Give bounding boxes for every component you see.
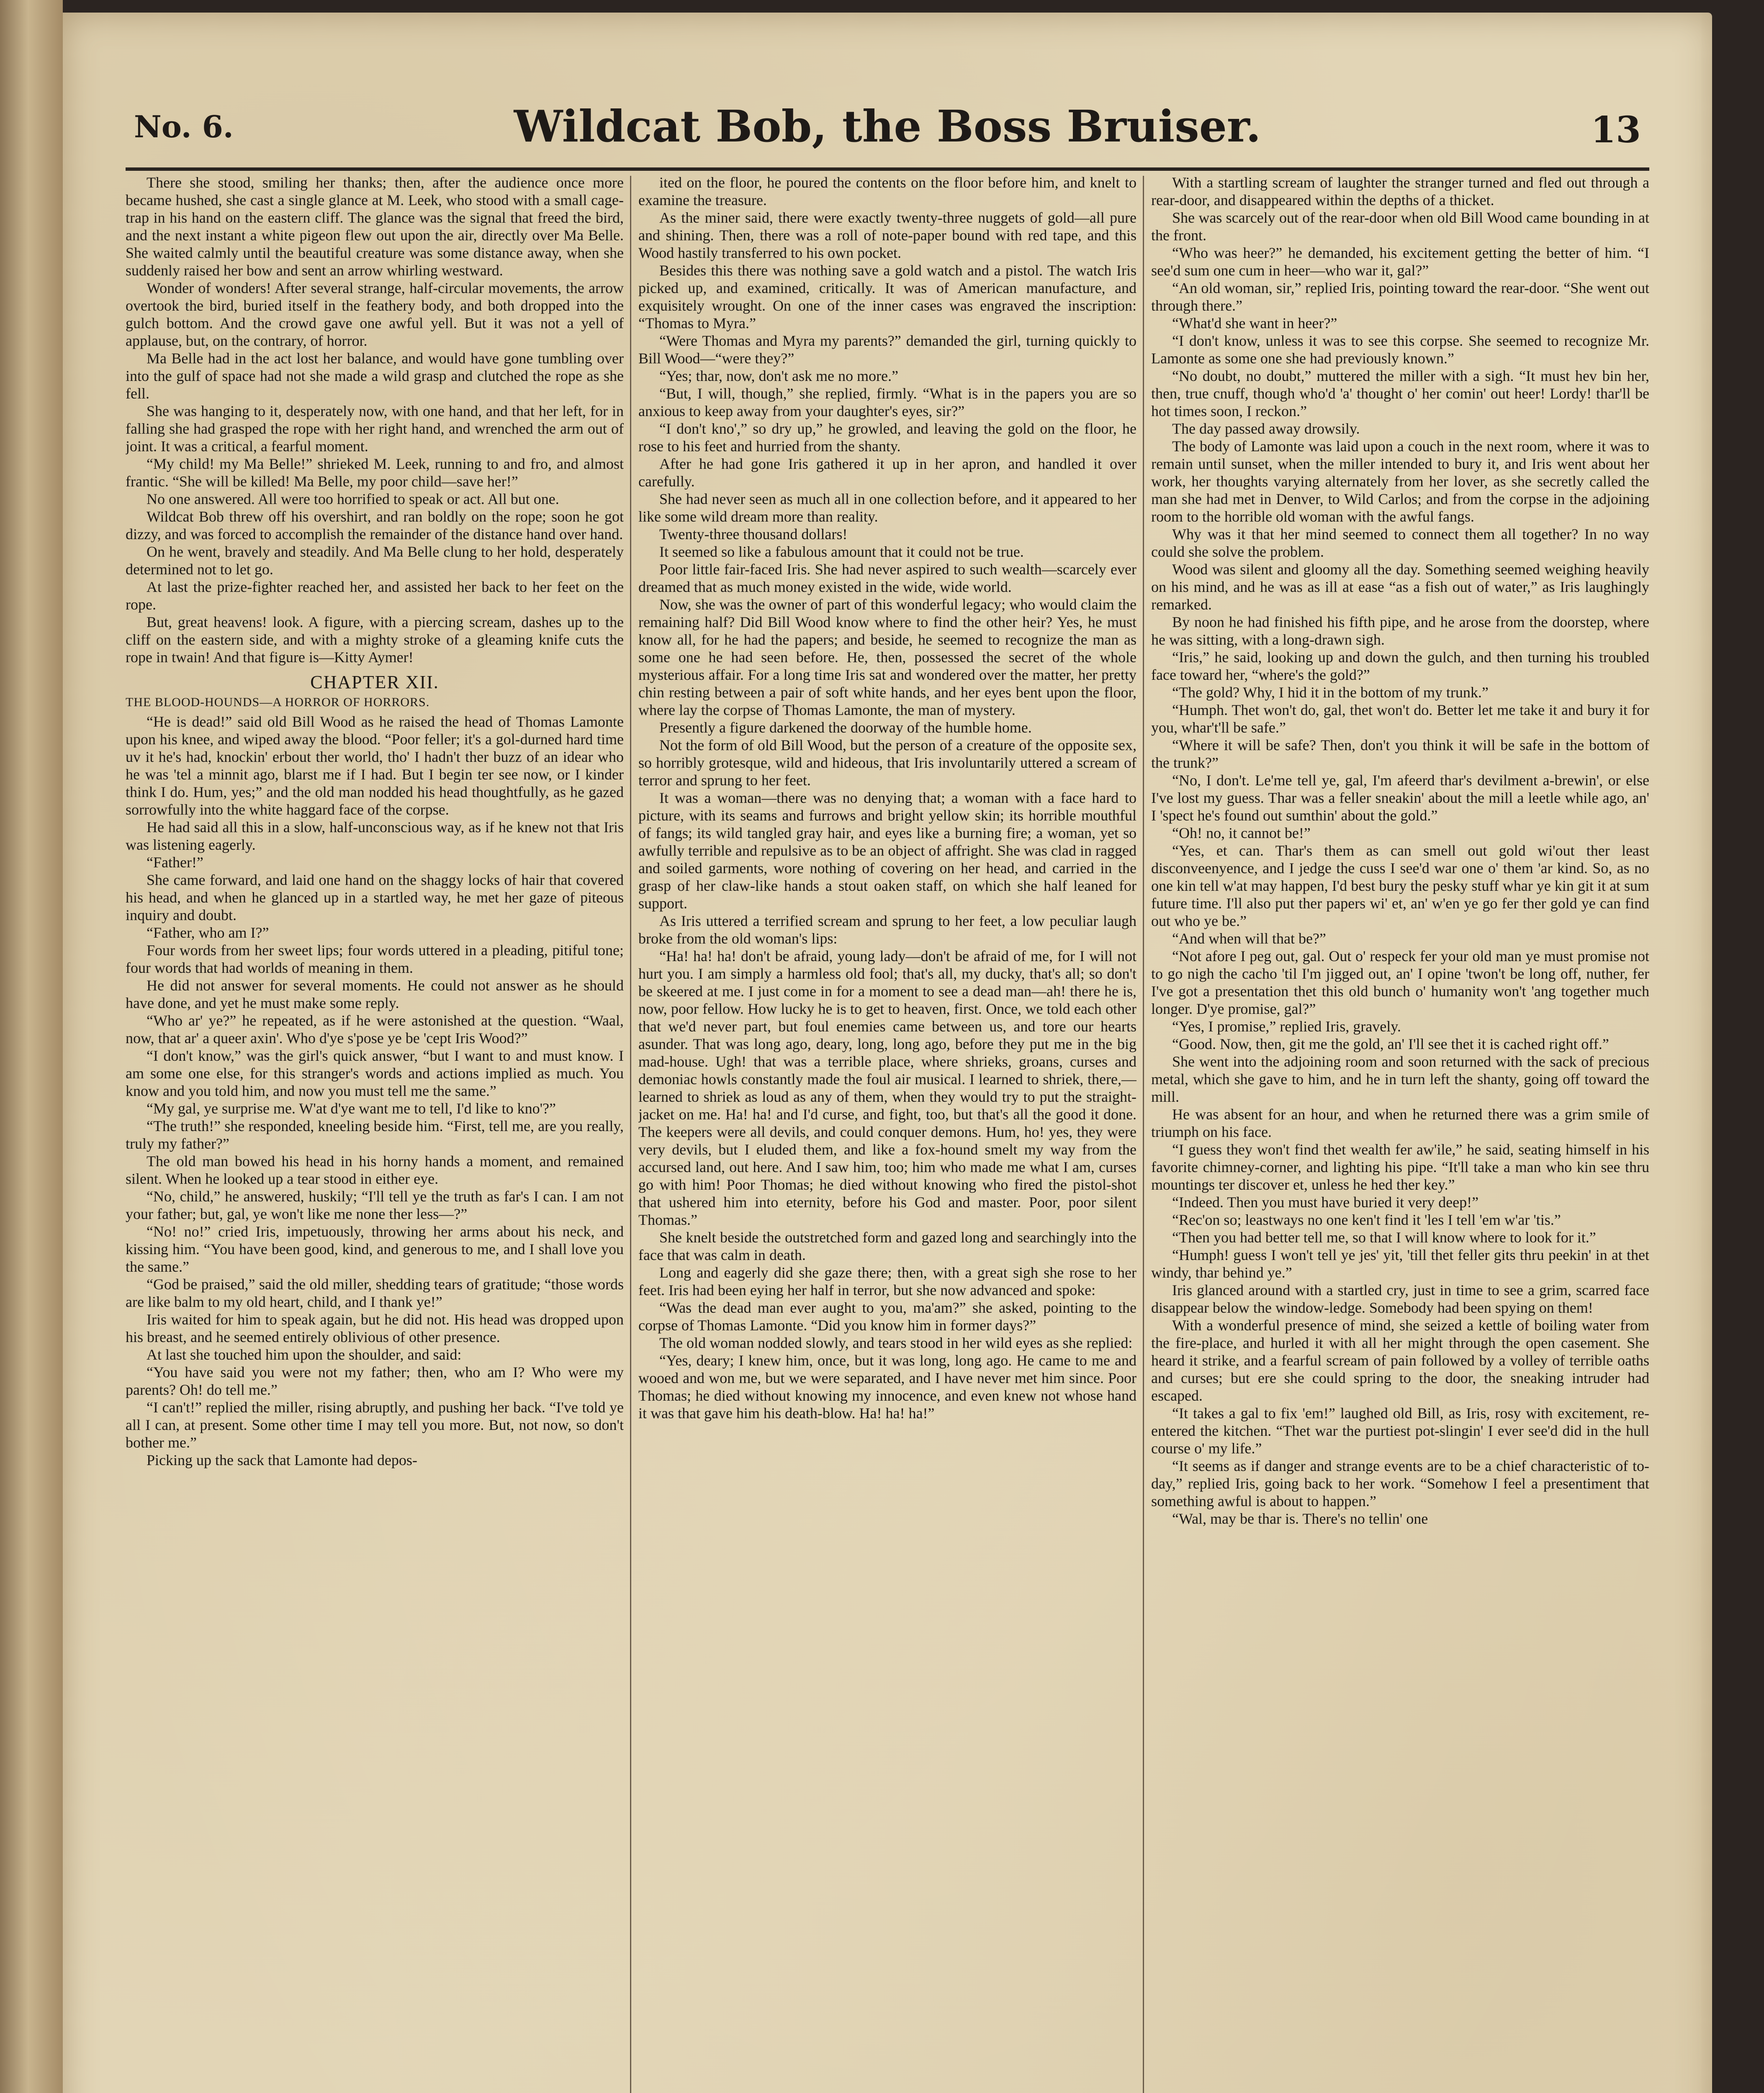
paragraph: The body of Lamonte was laid upon a couch in the next room, where it was to remain until sunset, when the miller intended to bury it, and Iris went about her work, her thoughts varying alternately from her lover, as she secretly called the man she had met in Denver, to Wild Carlos; and from the corpse in the adjoining room to the horrible old woman with the awful fangs. — [1151, 438, 1649, 525]
paragraph: “I can't!” replied the miller, rising abruptly, and pushing her back. “I've told ye all I can, at present. Some other time I may tell you more. But, not now, so don't bother me.” — [126, 1399, 624, 1451]
paragraph: “Father!” — [147, 854, 203, 871]
paragraph: As the miner said, there were exactly twenty-three nuggets of gold—all pure and shining. Then, there was a roll of note-paper bound with red tape, and this Wood hastily transferred to his own pocket. — [638, 209, 1137, 261]
page-header — [126, 92, 1649, 171]
paragraph: He had said all this in a slow, half-unconscious way, as if he knew not that Iris was listening eagerly. — [126, 819, 624, 853]
paragraph: “Good. Now, then, git me the gold, an' I'll see thet it is cached right off.” — [1172, 1036, 1609, 1052]
page-number: 13 — [1591, 109, 1641, 151]
paragraph: “The truth!” she responded, kneeling beside him. “First, tell me, are you really, truly my father?” — [126, 1118, 624, 1152]
paragraph: “No, I don't. Le'me tell ye, gal, I'm afeerd thar's devilment a-brewin', or else I've lost my guess. Thar was a feller sneakin' about the mill a leetle while ago, an' I 'spect he's found out sumthin' about the gold.” — [1151, 772, 1649, 824]
paragraph: “Yes, deary; I knew him, once, but it was long, long ago. He came to me and wooed and won me, but we were separated, and I have never met him since. Poor Thomas; he died without knowing my innocence, and even knew not whose hand it was that gave him his death-blow. Ha! ha! ha!” — [638, 1352, 1137, 1422]
paragraph: Ma Belle had in the act lost her balance, and would have gone tumbling over into the gulf of space had not she made a wild grasp and clutched the rope as she fell. — [126, 350, 624, 402]
paragraph: “I don't know, unless it was to see this corpse. She seemed to recognize Mr. Lamonte as some one she had previously known.” — [1151, 332, 1649, 367]
paragraph: The old man bowed his head in his horny hands a moment, and remained silent. When he looked up a tear stood in either eye. — [126, 1153, 624, 1187]
paragraph: By noon he had finished his fifth pipe, and he arose from the doorstep, where he was sitting, with a long-drawn sigh. — [1151, 614, 1649, 648]
text-column-3 — [1151, 174, 1649, 2093]
paragraph: “Who ar' ye?” he repeated, as if he were astonished at the question. “Waal, now, that ar' a queer axin'. Who d'ye s'pose ye be 'cept Iris Wood?” — [126, 1012, 624, 1046]
paragraph: Long and eagerly did she gaze there; then, with a great sigh she rose to her feet. Iris had been eying her half in terror, but she now advanced and spoke: — [638, 1264, 1137, 1298]
paragraph: As Iris uttered a terrified scream and sprung to her feet, a low peculiar laugh broke from the old woman's lips: — [638, 913, 1137, 947]
paragraph: The old woman nodded slowly, and tears stood in her wild eyes as she replied: — [659, 1334, 1133, 1351]
paragraph: Not the form of old Bill Wood, but the person of a creature of the opposite sex, so horribly grotesque, wild and hideous, that Iris involuntarily uttered a scream of terror and sprung to her feet. — [638, 737, 1137, 789]
paragraph: Wildcat Bob threw off his overshirt, and ran boldly on the rope; soon he got dizzy, and was forced to accomplish the remainder of the distance hand over hand. — [126, 508, 624, 543]
paragraph: “No doubt, no doubt,” muttered the miller with a sigh. “It must hev bin her, then, true cnuff, though who'd 'a' thought o' her comin' out heer! Lordy! thar'll be hot times soon, I reckon.” — [1151, 368, 1649, 419]
paragraph: “Then you had better tell me, so that I will know where to look for it.” — [1172, 1229, 1596, 1246]
paragraph: “Was the dead man ever aught to you, ma'am?” she asked, pointing to the corpse of Thomas Lamonte. “Did you know him in former days?” — [638, 1299, 1137, 1334]
chapter-subtitle: THE BLOOD-HOUNDS—A HORROR OF HORRORS. — [126, 695, 430, 709]
paragraph: “And when will that be?” — [1172, 930, 1326, 947]
paragraph: She had never seen as much all in one collection before, and it appeared to her like some wild dream more than reality. — [638, 491, 1137, 525]
paragraph: Wood was silent and gloomy all the day. Something seemed weighing heavily on his mind, and he was as ill at ease “as a fish out of water,” as Iris laughingly remarked. — [1151, 561, 1649, 613]
paragraph: On he went, bravely and steadily. And Ma Belle clung to her hold, desperately determined not to let go. — [126, 543, 624, 578]
paragraph: “Humph! guess I won't tell ye jes' yit, 'till thet feller gits thru peekin' in at thet windy, thar behind ye.” — [1151, 1247, 1649, 1281]
paragraph: “You have said you were not my father; then, who am I? Who were my parents? Oh! do tell me.” — [126, 1364, 624, 1398]
paragraph: “My child! my Ma Belle!” shrieked M. Leek, running to and fro, and almost frantic. “She will be killed! Ma Belle, my poor child—save her!” — [126, 455, 624, 490]
paragraph: He did not answer for several moments. He could not answer as he should have done, and yet he must make some reply. — [126, 977, 624, 1011]
paragraph: “He is dead!” said old Bill Wood as he raised the head of Thomas Lamonte upon his knee, and wiped away the blood. “Poor feller; it's a gol-durned hard time uv it he's had, knockin' erbout ther world, tho' I hadn't ther buzz of an idear who he was 'tel a minnit ago, blarst me if I had. But I begin ter see now, or I kinder think I do. Hum, yes;” and the old man nodded his head thoughtfully, as he gazed sorrowfully into the white haggard face of the corpse. — [126, 713, 624, 818]
paragraph: “No! no!” cried Iris, impetuously, throwing her arms about his neck, and kissing him. “You have been good, kind, and generous to me, and I shall love you the same.” — [126, 1223, 624, 1275]
paragraph: After he had gone Iris gathered it up in her apron, and handled it over carefully. — [638, 455, 1137, 490]
paragraph: “Yes, et can. Thar's them as can smell out gold wi'out ther least disconveenyence, and I jedge the cuss I see'd war one o' them 'ar kind. So, as no one kin tell w'at may happen, I'd best bury the pesky stuff whar ye kin git it at sum future time. I'll also put ther papers wi' et, an' w'en ye go fer ther gold ye can find out who ye be.” — [1151, 842, 1649, 929]
paragraph: “Not afore I peg out, gal. Out o' respeck fer your old man ye must promise not to go nigh the cacho 'til I'm jigged out, an' I opine 'twon't be long off, nuther, fer I've got a presentation thet this old bunch o' humanity won't 'ang together much longer. D'ye promise, gal?” — [1151, 948, 1649, 1017]
issue-number: No. 6. — [134, 109, 234, 144]
paragraph: “I don't know,” was the girl's quick answer, “but I want to and must know. I am some one else, for this stranger's words and actions implied as much. You know and you told him, and now you must tell me the same.” — [126, 1047, 624, 1099]
paragraph: “It takes a gal to fix 'em!” laughed old Bill, as Iris, rosy with excitement, re-entered the kitchen. “Thet war the purtiest pot-slingin' I ever see'd did in the hull course o' my life.” — [1151, 1405, 1649, 1457]
paragraph: “Yes; thar, now, don't ask me no more.” — [659, 368, 898, 384]
paragraph: “My gal, ye surprise me. W'at d'ye want me to tell, I'd like to kno'?” — [147, 1100, 556, 1117]
column-divider — [1143, 176, 1144, 2093]
paragraph: “The gold? Why, I hid it in the bottom of my trunk.” — [1172, 684, 1489, 701]
paragraph: Why was it that her mind seemed to connect them all together? In no way could she solve the problem. — [1151, 526, 1649, 560]
paragraph: “Humph. Thet won't do, gal, thet won't do. Better let me take it and bury it for you, whar't'll be safe.” — [1151, 702, 1649, 736]
paragraph: “Where it will be safe? Then, don't you think it will be safe in the bottom of the trunk?” — [1151, 737, 1649, 771]
paragraph: The day passed away drowsily. — [1172, 420, 1360, 437]
paragraph: With a startling scream of laughter the stranger turned and fled out through a rear-door, and disappeared within the depths of a thicket. — [1151, 174, 1649, 208]
paragraph: “Oh! no, it cannot be!” — [1172, 825, 1311, 841]
paragraph: She was scarcely out of the rear-door when old Bill Wood came bounding in at the front. — [1151, 209, 1649, 244]
paragraph: “Yes, I promise,” replied Iris, gravely. — [1172, 1018, 1401, 1035]
paragraph: Twenty-three thousand dollars! — [659, 526, 848, 543]
paragraph: Poor little fair-faced Iris. She had never aspired to such wealth—scarcely ever dreamed that as much money existed in the wide, wide world. — [638, 561, 1137, 595]
paragraph: “What'd she want in heer?” — [1172, 315, 1337, 332]
paragraph: Picking up the sack that Lamonte had depos- — [147, 1452, 417, 1468]
paragraph: Besides this there was nothing save a gold watch and a pistol. The watch Iris picked up, and examined, critically. It was of American manufacture, and exquisitely wrought. On one of the inner cases was engraved the inscription: “Thomas to Myra.” — [638, 262, 1137, 332]
paragraph: She went into the adjoining room and soon returned with the sack of precious metal, which she gave to him, and he in turn left the shanty, going off toward the mill. — [1151, 1053, 1649, 1105]
paragraph: It was a woman—there was no denying that; a woman with a face hard to picture, with its seams and furrows and bright yellow skin; its horrible mouthful of fangs; its wild tangled gray hair, and eyes like a burning fire; a woman, yet so awfully terrible and repulsive as to be an object of affright. She was clad in ragged and soiled garments, wore nothing of covering on her head, and carried in the grasp of her claw-like hands a stout oaken staff, on which she half leaned for support. — [638, 789, 1137, 912]
paragraph: “It seems as if danger and strange events are to be a chief characteristic of to-day,” replied Iris, going back to her work. “Somehow I feel a presentiment that something awful is about to happen.” — [1151, 1458, 1649, 1509]
paragraph: She knelt beside the outstretched form and gazed long and searchingly into the face that was calm in death. — [638, 1229, 1137, 1263]
paragraph: Now, she was the owner of part of this wonderful legacy; who would claim the remaining half? Did Bill Wood know where to find the other heir? Yes, he must know all, for he had the papers; and beside, he seemed to recognize the man as some one he had seen before. He, then, possessed the secret of the whole mysterious affair. For a long time Iris sat and wondered over the matter, her pretty chin resting between a pair of soft white hands, and her eyes bent upon the floor, where lay the corpse of Thomas Lamonte, the man of mystery. — [638, 596, 1137, 718]
paragraph: “But, I will, though,” she replied, firmly. “What is in the papers you are so anxious to keep away from your daughter's eyes, sir?” — [638, 385, 1137, 419]
paragraph: “Indeed. Then you must have buried it very deep!” — [1172, 1194, 1479, 1211]
paragraph: With a wonderful presence of mind, she seized a kettle of boiling water from the fire-place, and hurled it with all her might through the open casement. She heard it strike, and a fearful scream of pain followed by a volley of terrible oaths and curses; but ere she could spring to the door, the sneaking intruder had escaped. — [1151, 1317, 1649, 1404]
paragraph: “I don't kno',” so dry up,” he growled, and leaving the gold on the floor, he rose to his feet and hurried from the shanty. — [638, 420, 1137, 455]
paragraph: “No, child,” he answered, huskily; “I'll tell ye the truth as far's I can. I am not your father; but, gal, ye won't like me none ther less—?” — [126, 1188, 624, 1222]
story-title: Wildcat Bob, the Boss Bruiser. — [514, 100, 1261, 152]
paragraph: “Were Thomas and Myra my parents?” demanded the girl, turning quickly to Bill Wood—“were they?” — [638, 332, 1137, 367]
paragraph: She came forward, and laid one hand on the shaggy locks of hair that covered his head, and when he glanced up in a startled way, he met her gaze of piteous inquiry and doubt. — [126, 872, 624, 923]
paragraph: Iris waited for him to speak again, but he did not. His head was dropped upon his breast, and he seemed entirely oblivious of other presence. — [126, 1311, 624, 1345]
paragraph: At last the prize-fighter reached her, and assisted her back to her feet on the rope. — [126, 579, 624, 613]
text-column-2 — [638, 174, 1137, 2093]
paragraph: “Rec'on so; leastways no one ken't find it 'les I tell 'em w'ar 'tis.” — [1172, 1211, 1561, 1228]
paragraph: “Wal, may be thar is. There's no tellin' one — [1172, 1510, 1428, 1527]
paragraph: At last she touched him upon the shoulder, and said: — [147, 1346, 462, 1363]
paragraph: “I guess they won't find thet wealth fer aw'ile,” he said, seating himself in his favorite chimney-corner, and lighting his pipe. “It'll take a man who kin see thru mountings ter discover et, unless he hed ther key.” — [1151, 1141, 1649, 1193]
paragraph: Four words from her sweet lips; four words uttered in a pleading, pitiful tone; four words that had worlds of meaning in them. — [126, 942, 624, 976]
paragraph: She was hanging to it, desperately now, with one hand, and that her left, for in falling she had grasped the rope with her right hand, and wrenched the arm out of joint. It was a critical, a fearful moment. — [126, 403, 624, 455]
column-divider — [630, 176, 631, 2093]
paragraph: “An old woman, sir,” replied Iris, pointing toward the rear-door. “She went out through there.” — [1151, 280, 1649, 314]
paragraph: “Ha! ha! ha! don't be afraid, young lady—don't be afraid of me, for I will not hurt you. I am simply a harmless old fool; that's all, my ducky, that's all; so don't be skeered at me. I just come in for a moment to see a dead man—ah! there he is, now, poor fellow. How lucky he is to get to heaven, first. Once, we told each other that we'd never part, but foul enemies came between us, and tore our hearts asunder. That was long ago, deary, long, long ago, before they put me in the big mad-house. Ugh! that was a terrible place, where shrieks, groans, curses and demoniac howls constantly made the foul air musical. I learned to shriek, there,—learned to shriek as loud as any of them, when they would try to put the straight-jacket on me. Ha! ha! and I'd curse, and fight, too, but that's all the good it done. The keepers were all devils, and could conquer demons. Hum, ho! yes, they were very devils, but I eluded them, and like a fox-hound smelt my way from the accursed land, out here. And I saw him, too; him who made me what I am, curses go with him! Poor Thomas; he died without knowing who fired the pistol-shot that ushered him into eternity, before his God and master. Poor, poor silent Thomas.” — [638, 948, 1137, 1228]
text-column-1 — [126, 174, 624, 2093]
paragraph: He was absent for an hour, and when he returned there was a grim smile of triumph on his face. — [1151, 1106, 1649, 1140]
paragraph: No one answered. All were too horrified to speak or act. All but one. — [147, 491, 559, 507]
paragraph: “Who was heer?” he demanded, his excitement getting the better of him. “I see'd sum one cum in heer—who war it, gal?” — [1151, 244, 1649, 279]
paragraph: Iris glanced around with a startled cry, just in time to see a grim, scarred face disappear below the window-ledge. Somebody had been spying on them! — [1151, 1282, 1649, 1316]
paragraph: But, great heavens! look. A figure, with a piercing scream, dashes up to the cliff on the eastern side, and with a mighty stroke of a gleaming knife cuts the rope in twain! And that figure is—Kitty Aymer! — [126, 614, 624, 666]
paragraph: There she stood, smiling her thanks; then, after the audience once more became hushed, she cast a single glance at M. Leek, who stood with a small cage-trap in his hand on the eastern cliff. The glance was the signal that freed the bird, and the next instant a white pigeon flew out upon the air, directly over Ma Belle. She waited calmly until the beautiful creature was some distance away, when she suddenly raised her bow and sent an arrow whirling westward. — [126, 174, 624, 279]
paragraph: “Iris,” he said, looking up and down the gulch, and then turning his troubled face toward her, “where's the gold?” — [1151, 649, 1649, 683]
paragraph: Presently a figure darkened the doorway of the humble home. — [659, 719, 1032, 736]
paragraph: ited on the floor, he poured the contents on the floor before him, and knelt to examine the treasure. — [638, 174, 1137, 208]
paragraph: Wonder of wonders! After several strange, half-circular movements, the arrow overtook the bird, buried itself in the feathery body, and both dropped into the gulch bottom. And the crowd gave one awful yell. But it was not a yell of applause, but, on the contrary, of horror. — [126, 280, 624, 349]
paragraph: “Father, who am I?” — [147, 924, 269, 941]
paragraph: “God be praised,” said the old miller, shedding tears of gratitude; “those words are like balm to my old heart, child, and I thank ye!” — [126, 1276, 624, 1310]
binding-edge — [0, 0, 63, 2093]
paragraph: It seemed so like a fabulous amount that it could not be true. — [659, 543, 1024, 560]
chapter-heading: CHAPTER XII. — [310, 672, 439, 692]
